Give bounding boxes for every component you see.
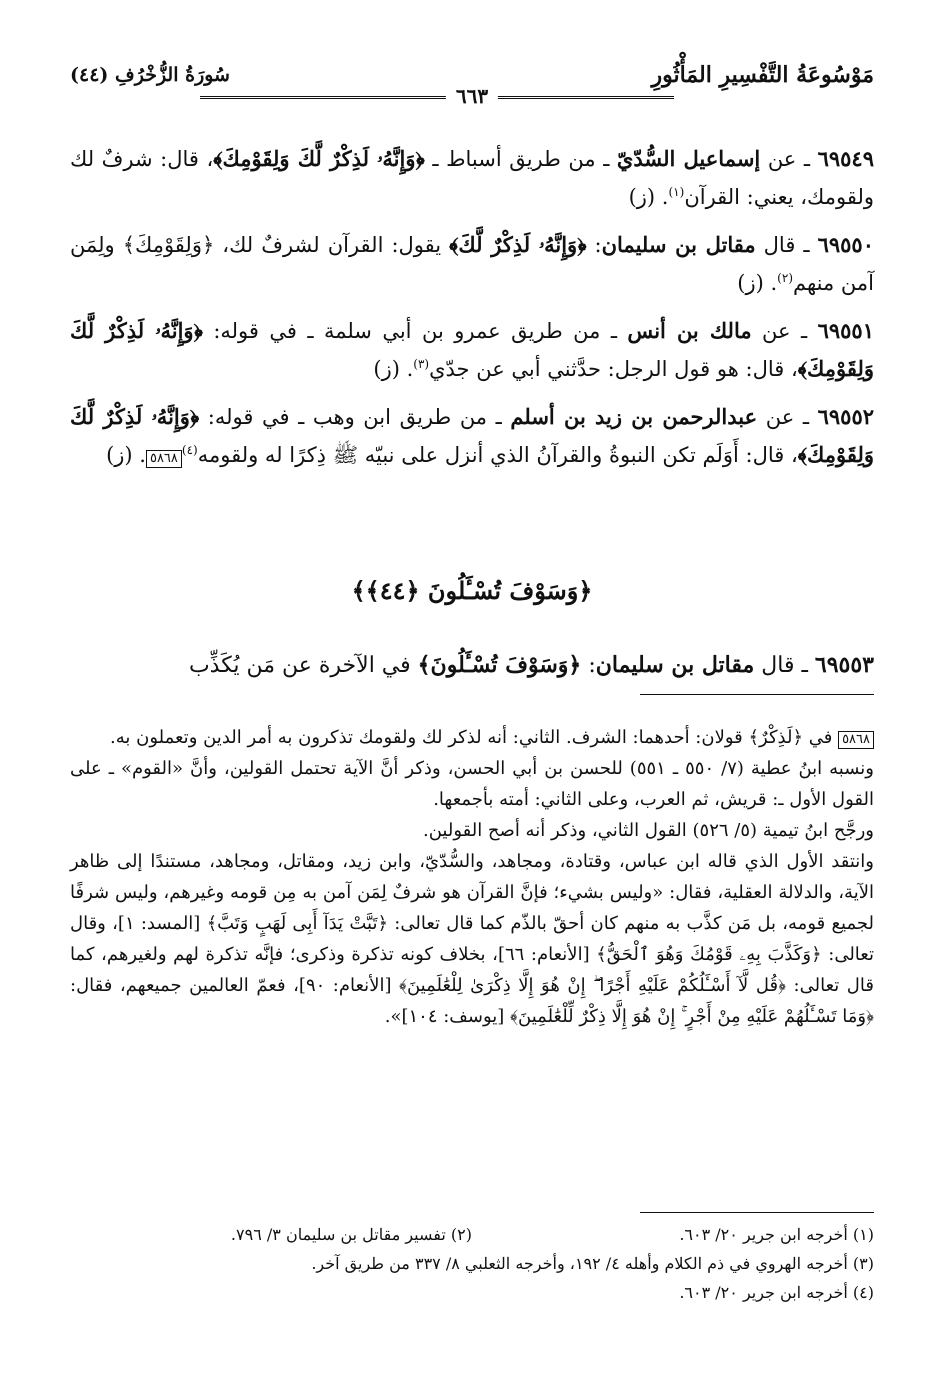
entry-number: ٦٩٥٤٩ <box>817 146 874 171</box>
paragraph-69550 <box>70 226 874 302</box>
footnotes <box>70 1220 874 1307</box>
note-ref-box: ٥٨٦٨ <box>838 731 874 749</box>
paragraph-69549 <box>70 140 874 216</box>
text: ـ من طريق عمرو بن أبي سلمة ـ في قوله: <box>202 319 628 343</box>
text: ـ عن <box>751 319 818 343</box>
footnote-ref: (١) <box>668 185 685 199</box>
footnote-separator <box>640 1212 874 1213</box>
footnote-2: (٢) تفسير مقاتل بن سليمان ٣/ ٧٩٦. <box>230 1225 472 1244</box>
main-text <box>70 140 874 484</box>
note-line <box>70 722 874 753</box>
page-number: ٦٦٣ <box>446 84 498 108</box>
editor-note <box>70 722 874 1032</box>
narrator-name: مقاتل بن سليمان <box>595 652 755 678</box>
text: . (ز) <box>373 357 414 381</box>
text: . (ز) <box>628 185 669 209</box>
page-header <box>70 62 874 108</box>
note-line: وانتقد الأول الذي قاله ابن عباس، وقتادة، ومجاهد، والسُّدّيّ، وابن زيد، ومقاتل، ومجاهد، مستندًا إلى ظاهر الآية، والدلالة العقلية، فقال: «وليس بشيء؛ فإنَّ القرآن هو شرفٌ لِمَن آمن به مِن قومه وغيرهم، وليس شرفًا لجميع قومه، بل مَن كذَّب به منهم كان أحقّ بالذّم كما قال تعالى: ﴿تَبَّتْ يَدَآ أَبِى لَهَبٍ وَتَبَّ﴾ [المسد: ١]، وقال تعالى: ﴿وَكَذَّبَ بِهِۦ قَوْمُكَ وَهُوَ ٱلْحَقُّ﴾ [الأنعام: ٦٦]، بخلاف كونه تذكرة وذكرى؛ فإنَّه تذكرة لهم ولغيرهم، كما قال تعالى: ﴿قُل لَّآ أَسْـَٔلُكُمْ عَلَيْهِ أَجْرًا ۖ إِنْ هُوَ إِلَّا ذِكْرَىٰ لِلْعَٰلَمِينَ﴾ [الأنعام: ٩٠]، فعمّ العالمين جميعهم، فقال: ﴿وَمَا تَسْـَٔلُهُمْ عَلَيْهِ مِنْ أَجْرٍ ۚ إِنْ هُوَ إِلَّا ذِكْرٌ لِّلْعَٰلَمِينَ﴾ [يوسف: ١٠٤]». <box>70 851 874 1027</box>
paragraph-69551 <box>70 312 874 388</box>
note-text: في ﴿لَذِكْرٌ﴾ قولان: أحدهما: الشرف. الثاني: أنه لذكر لك ولقومك تذكرون به أمر الدين وتعملون به. <box>110 727 833 748</box>
text: ـ قال <box>754 653 815 678</box>
note-line: ورجَّح ابنُ تيمية (٥/ ٥٢٦) القول الثاني، وذكر أنه أصح القولين. <box>422 820 874 841</box>
entry-number: ٦٩٥٥٠ <box>817 232 874 257</box>
paragraph-69552 <box>70 398 874 474</box>
note-line: ونسبه ابنُ عطية (٧/ ٥٥٠ ـ ٥٥١) للحسن بن أبي الحسن، وذكر أنَّ الآية تحتمل القولين، وأنَّ «القوم» ـ على القول الأول ـ: قريش، ثم العرب، وعلى الثاني: أمته بأجمعها. <box>70 758 874 810</box>
footnote-4: (٤) أخرجه ابن جرير ٢٠/ ٦٠٣. <box>679 1283 874 1302</box>
text: يقول: القرآن لشرفٌ لك، ﴿وَلِقَوْمِكَ﴾ ولِمَن آمن منهم <box>70 233 874 295</box>
note-separator <box>640 694 874 695</box>
footnote-row <box>70 1220 874 1249</box>
surah-name: سُورَةُ الزُّخْرُفِ (٤٤) <box>70 64 230 86</box>
text: في الآخرة عن مَن يُكَذِّب <box>188 653 418 678</box>
header-rule <box>200 96 674 99</box>
paragraph-69553 <box>70 645 874 686</box>
footnote-ref: (٣) <box>413 357 430 371</box>
book-title: مَوْسُوعَةُ التَّفْسِيرِ المَأْثُورِ <box>651 62 874 88</box>
text: : <box>586 233 602 257</box>
text: ـ من طريق ابن وهب ـ في قوله: <box>199 405 511 429</box>
quran-verse: ﴿وَسَوْفَ تُسْـَٔلُونَ﴾ <box>417 652 582 678</box>
quran-verse: ﴿وَإِنَّهُۥ لَذِكْرٌ لَّكَ وَلِقَوْمِكَ﴾ <box>70 404 874 467</box>
text: : <box>581 653 596 678</box>
text: . (ز) <box>737 271 778 295</box>
entry-number: ٦٩٥٥٣ <box>814 652 874 678</box>
quran-verse: ﴿وَإِنَّهُۥ لَذِكْرٌ لَّكَ﴾ <box>449 232 587 257</box>
footnote-3: (٣) أخرجه الهروي في ذم الكلام وأهله ٤/ ١٩٢، وأخرجه الثعلبي ٨/ ٣٣٧ من طريق آخر. <box>311 1254 874 1273</box>
narrator-name: عبدالرحمن بن زيد بن أسلم <box>510 404 758 429</box>
narrator-name: إسماعيل السُّدّيّ <box>616 146 761 171</box>
text: ـ عن <box>757 405 818 429</box>
text: ـ من طريق أسباط ـ <box>424 147 617 171</box>
text: . (ز) <box>106 443 146 467</box>
text: ـ عن <box>760 147 818 171</box>
entry-number: ٦٩٥٥٢ <box>817 404 875 429</box>
footnote-1: (١) أخرجه ابن جرير ٢٠/ ٦٠٣. <box>679 1225 874 1244</box>
narrator-name: مقاتل بن سليمان <box>601 232 756 257</box>
verse-heading: ﴿وَسَوْفَ تُسْـَٔلُونَ ﴿٤٤﴾﴾ <box>351 576 593 605</box>
entry-number: ٦٩٥٥١ <box>817 318 874 343</box>
text: ـ قال <box>755 233 818 257</box>
text: ، قال: هو قول الرجل: حدَّثني أبي عن جدّي <box>429 357 798 381</box>
quran-verse: ﴿وَإِنَّهُۥ لَذِكْرٌ لَّكَ وَلِقَوْمِكَ﴾ <box>213 146 425 171</box>
footnote-ref: (٢) <box>777 271 793 285</box>
note-ref-box: ٥٨٦٨ <box>146 450 182 468</box>
text: ، قال: أَوَلَم تكن النبوةُ والقرآنُ الذي أنزل على نبيّه ﷺ ذِكرًا له ولقومه <box>197 443 798 467</box>
quran-verse: ﴿وَإِنَّهُۥ لَذِكْرٌ لَّكَ وَلِقَوْمِكَ﴾ <box>70 318 874 381</box>
narrator-name: مالك بن أنس <box>627 318 752 343</box>
text: ، قال: شرفٌ لك ولقومك، يعني: القرآن <box>70 147 874 209</box>
footnote-ref: (٤) <box>181 443 198 457</box>
